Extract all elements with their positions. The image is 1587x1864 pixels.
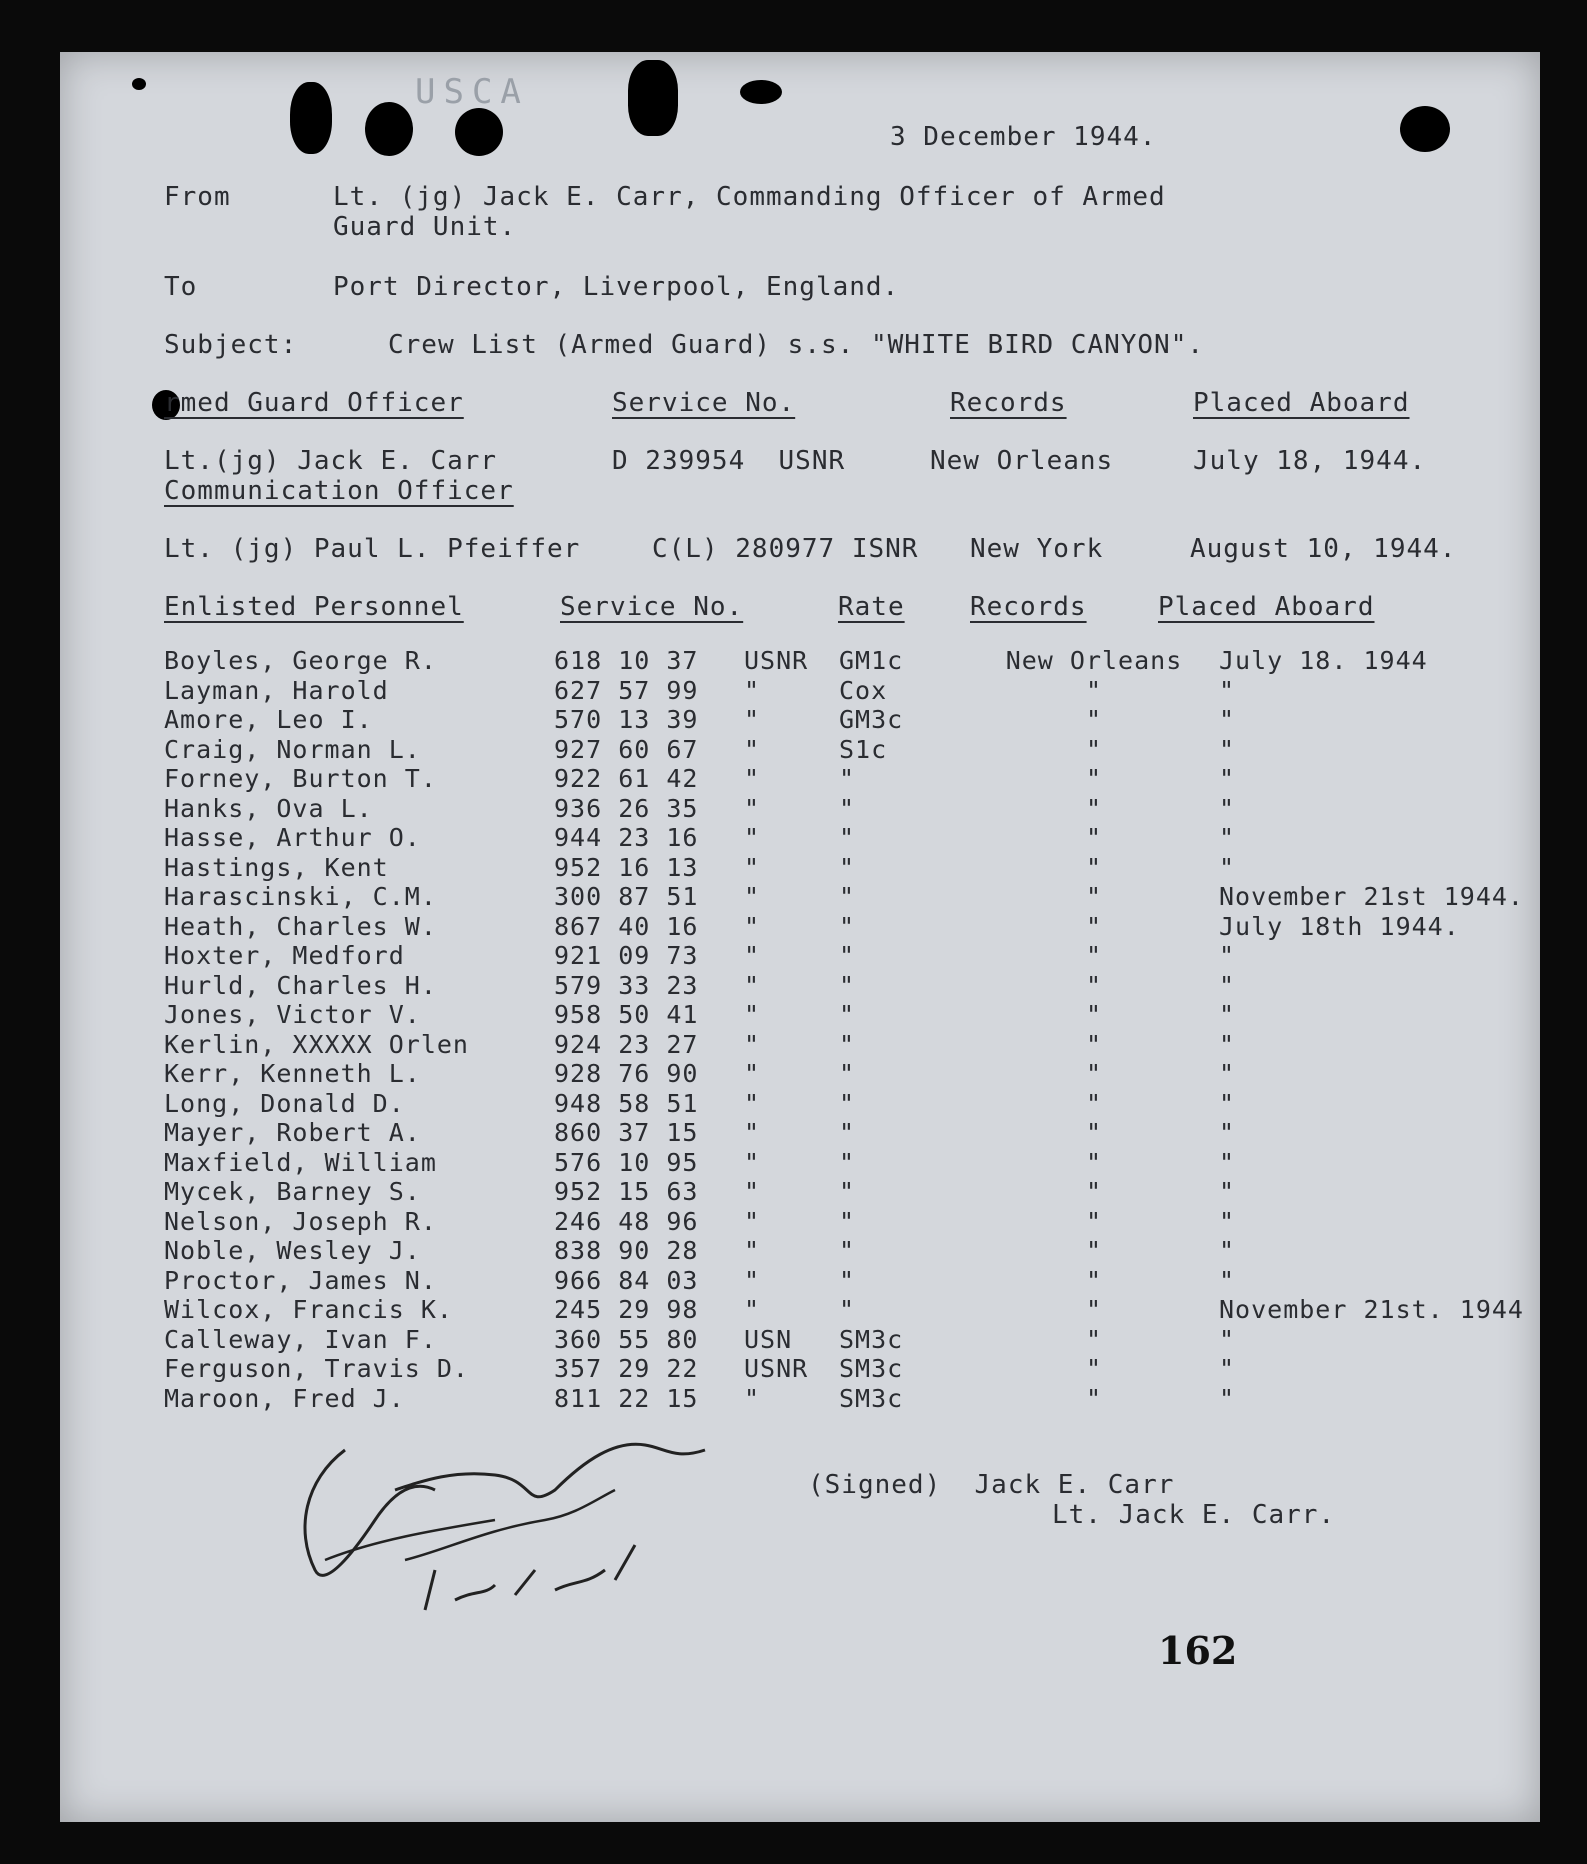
cell-placed-aboard: " — [1219, 734, 1236, 764]
cell-placed-aboard: " — [1219, 1029, 1236, 1059]
cell-records: " — [1085, 1118, 1103, 1147]
subject-value: Crew List (Armed Guard) s.s. "WHITE BIRD CANYON". — [388, 330, 1205, 360]
cell-records: " — [1085, 705, 1103, 734]
cell-branch: " — [744, 823, 761, 852]
cell-records: " — [1085, 852, 1103, 882]
cell-placed-aboard: " — [1219, 852, 1236, 882]
enlisted-col-header-name: Enlisted Personnel — [164, 592, 464, 622]
cell-name: Nelson, Joseph R. — [164, 1206, 437, 1236]
officer-1-name: Lt.(jg) Jack E. Carr — [164, 446, 498, 476]
cell-service-no: 958 50 41 — [554, 1000, 699, 1029]
cell-rate: " — [839, 793, 856, 823]
cell-branch: " — [744, 852, 761, 882]
table-row — [164, 1177, 1559, 1207]
table-row — [164, 764, 1559, 794]
cell-records: " — [1085, 734, 1103, 764]
table-row — [164, 1384, 1559, 1414]
cell-service-no: 952 16 13 — [554, 852, 699, 882]
cell-rate: " — [839, 823, 856, 852]
cell-service-no: 300 87 51 — [554, 882, 699, 911]
cell-placed-aboard: " — [1219, 764, 1236, 793]
punch-hole — [740, 80, 782, 104]
cell-name: Kerlin, XXXXX Orlen — [164, 1029, 469, 1059]
punch-hole — [365, 102, 413, 156]
signed-label: (Signed) Jack E. Carr — [808, 1470, 1175, 1500]
table-row — [164, 1295, 1559, 1325]
cell-branch: " — [744, 1088, 761, 1118]
cell-rate: " — [839, 1177, 856, 1206]
cell-placed-aboard: " — [1219, 1000, 1236, 1029]
punch-hole — [1400, 106, 1450, 152]
cell-rate: " — [839, 1206, 856, 1236]
cell-placed-aboard: " — [1219, 1147, 1236, 1177]
cell-placed-aboard: " — [1219, 941, 1236, 970]
cell-service-no: 246 48 96 — [554, 1206, 699, 1236]
table-row — [164, 1207, 1559, 1237]
cell-name: Forney, Burton T. — [164, 764, 437, 793]
letter-date: 3 December 1944. — [890, 122, 1157, 152]
cell-name: Kerr, Kenneth L. — [164, 1059, 421, 1088]
cell-records: New Orleans — [1005, 646, 1183, 675]
cell-placed-aboard: " — [1219, 1354, 1236, 1383]
punch-hole — [290, 82, 332, 154]
table-row — [164, 676, 1559, 706]
cell-name: Hastings, Kent — [164, 852, 389, 882]
table-row — [164, 794, 1559, 824]
cell-name: Hasse, Arthur O. — [164, 823, 421, 852]
officer-1-placed-aboard: July 18, 1944. — [1193, 446, 1427, 476]
cell-branch: " — [744, 970, 761, 1000]
cell-name: Harascinski, C.M. — [164, 882, 437, 911]
cell-service-no: 627 57 99 — [554, 675, 699, 705]
cell-branch: USNR — [744, 1354, 809, 1383]
table-row — [164, 1059, 1559, 1089]
cell-rate: " — [839, 1118, 856, 1147]
cell-service-no: 867 40 16 — [554, 911, 699, 941]
enlisted-col-header-records: Records — [970, 592, 1087, 622]
table-row — [164, 882, 1559, 912]
cell-branch: " — [744, 1236, 761, 1265]
table-row — [164, 823, 1559, 853]
cell-placed-aboard: " — [1219, 1206, 1236, 1236]
cell-rate: " — [839, 764, 856, 793]
cell-placed-aboard: " — [1219, 823, 1236, 852]
cell-records: " — [1085, 764, 1103, 793]
officer-col-header-service-no: Service No. — [612, 388, 796, 418]
cell-placed-aboard: " — [1219, 1177, 1236, 1206]
cell-placed-aboard: " — [1219, 1265, 1236, 1295]
cell-placed-aboard: " — [1219, 1236, 1236, 1265]
cell-records: " — [1085, 1295, 1103, 1324]
cell-service-no: 245 29 98 — [554, 1295, 699, 1324]
cell-name: Noble, Wesley J. — [164, 1236, 421, 1265]
cell-records: " — [1085, 1029, 1103, 1059]
table-row — [164, 1266, 1559, 1296]
cell-placed-aboard: " — [1219, 1118, 1236, 1147]
handwritten-inspection-signature — [285, 1420, 765, 1630]
cell-rate: SM3c — [839, 1354, 904, 1383]
cell-branch: " — [744, 1029, 761, 1059]
punch-hole — [628, 60, 678, 136]
cell-rate: " — [839, 1029, 856, 1059]
cell-service-no: 928 76 90 — [554, 1059, 699, 1088]
cell-name: Craig, Norman L. — [164, 734, 421, 764]
cell-records: " — [1085, 941, 1103, 970]
cell-branch: " — [744, 882, 761, 911]
cell-branch: " — [744, 1000, 761, 1029]
cell-service-no: 576 10 95 — [554, 1147, 699, 1177]
cell-branch: " — [744, 1265, 761, 1295]
cell-rate: SM3c — [839, 1324, 904, 1354]
cell-service-no: 860 37 15 — [554, 1118, 699, 1147]
cell-rate: SM3c — [839, 1383, 904, 1413]
cell-records: " — [1085, 675, 1103, 705]
cell-branch: " — [744, 911, 761, 941]
cell-name: Mycek, Barney S. — [164, 1177, 421, 1206]
table-row — [164, 1000, 1559, 1030]
cell-name: Proctor, James N. — [164, 1265, 437, 1295]
cell-placed-aboard: July 18. 1944 — [1219, 646, 1428, 675]
cell-records: " — [1085, 882, 1103, 911]
cell-branch: " — [744, 1147, 761, 1177]
to-value: Port Director, Liverpool, England. — [333, 272, 900, 302]
cell-branch: " — [744, 675, 761, 705]
cell-name: Hoxter, Medford — [164, 941, 405, 970]
enlisted-col-header-service-no: Service No. — [560, 592, 744, 622]
cell-name: Jones, Victor V. — [164, 1000, 421, 1029]
cell-records: " — [1085, 1147, 1103, 1177]
table-row — [164, 705, 1559, 735]
cell-branch: " — [744, 1295, 761, 1324]
cell-name: Maroon, Fred J. — [164, 1383, 405, 1413]
table-row — [164, 941, 1559, 971]
cell-placed-aboard: July 18th 1944. — [1219, 911, 1460, 941]
cell-service-no: 811 22 15 — [554, 1383, 699, 1413]
table-row — [164, 1325, 1559, 1355]
cell-branch: " — [744, 734, 761, 764]
table-row — [164, 1148, 1559, 1178]
officer-col-header-name: rmed Guard Officer — [164, 388, 464, 418]
officer-1-records: New Orleans — [930, 446, 1114, 476]
cell-rate: GM1c — [839, 646, 904, 675]
officer-2-name: Lt. (jg) Paul L. Pfeiffer — [164, 534, 581, 564]
cell-service-no: 922 61 42 — [554, 764, 699, 793]
cell-placed-aboard: " — [1219, 675, 1236, 705]
cell-name: Boyles, George R. — [164, 646, 437, 675]
cell-placed-aboard: " — [1219, 793, 1236, 823]
cell-service-no: 838 90 28 — [554, 1236, 699, 1265]
cell-branch: " — [744, 1206, 761, 1236]
cell-records: " — [1085, 1265, 1103, 1295]
cell-name: Calleway, Ivan F. — [164, 1324, 437, 1354]
cell-records: " — [1085, 1000, 1103, 1029]
cell-name: Mayer, Robert A. — [164, 1118, 421, 1147]
cell-service-no: 921 09 73 — [554, 941, 699, 970]
cell-records: " — [1085, 1059, 1103, 1088]
cell-branch: " — [744, 764, 761, 793]
cell-service-no: 360 55 80 — [554, 1324, 699, 1354]
cell-name: Hanks, Ova L. — [164, 793, 373, 823]
cell-rate: " — [839, 882, 856, 911]
cell-branch: " — [744, 1177, 761, 1206]
cell-name: Ferguson, Travis D. — [164, 1354, 469, 1383]
cell-branch: " — [744, 1118, 761, 1147]
from-value-line1: Lt. (jg) Jack E. Carr, Commanding Officer of Armed — [333, 182, 1166, 212]
stamp-mark: USCA — [415, 72, 529, 112]
cell-records: " — [1085, 793, 1103, 823]
to-label: To — [164, 272, 198, 302]
cell-records: " — [1085, 1354, 1103, 1383]
table-row — [164, 1236, 1559, 1266]
cell-placed-aboard: " — [1219, 1383, 1236, 1413]
cell-records: " — [1085, 1383, 1103, 1413]
cell-rate: " — [839, 911, 856, 941]
cell-rate: " — [839, 1088, 856, 1118]
cell-service-no: 936 26 35 — [554, 793, 699, 823]
table-row — [164, 1354, 1559, 1384]
cell-branch: " — [744, 1059, 761, 1088]
table-row — [164, 853, 1559, 883]
cell-rate: " — [839, 941, 856, 970]
cell-records: " — [1085, 1236, 1103, 1265]
cell-name: Heath, Charles W. — [164, 911, 437, 941]
cell-branch: " — [744, 1383, 761, 1413]
cell-placed-aboard: November 21st. 1944 — [1219, 1295, 1524, 1324]
cell-name: Maxfield, William — [164, 1147, 437, 1177]
cell-rate: " — [839, 1265, 856, 1295]
table-row — [164, 1030, 1559, 1060]
officer-col-header-placed-aboard: Placed Aboard — [1193, 388, 1410, 418]
cell-service-no: 944 23 16 — [554, 823, 699, 852]
cell-branch: " — [744, 941, 761, 970]
cell-rate: GM3c — [839, 705, 904, 734]
cell-service-no: 966 84 03 — [554, 1265, 699, 1295]
officer-1-title: Communication Officer — [164, 476, 514, 506]
cell-records: " — [1085, 823, 1103, 852]
cell-name: Layman, Harold — [164, 675, 389, 705]
table-row — [164, 646, 1559, 676]
cell-rate: " — [839, 1000, 856, 1029]
cell-records: " — [1085, 911, 1103, 941]
punch-hole — [455, 108, 503, 156]
table-row — [164, 1118, 1559, 1148]
cell-service-no: 357 29 22 — [554, 1354, 699, 1383]
cell-rate: Cox — [839, 675, 888, 705]
cell-name: Long, Donald D. — [164, 1088, 405, 1118]
cell-placed-aboard: " — [1219, 705, 1236, 734]
subject-label: Subject: — [164, 330, 298, 360]
cell-service-no: 952 15 63 — [554, 1177, 699, 1206]
cell-records: " — [1085, 1177, 1103, 1206]
page-number: 162 — [1158, 1628, 1238, 1673]
cell-records: " — [1085, 1088, 1103, 1118]
from-label: From — [164, 182, 231, 212]
cell-service-no: 948 58 51 — [554, 1088, 699, 1118]
enlisted-col-header-placed-aboard: Placed Aboard — [1158, 592, 1375, 622]
cell-placed-aboard: November 21st 1944. — [1219, 882, 1524, 911]
cell-placed-aboard: " — [1219, 1059, 1236, 1088]
table-row — [164, 912, 1559, 942]
cell-service-no: 924 23 27 — [554, 1029, 699, 1059]
cell-records: " — [1085, 1324, 1103, 1354]
enlisted-table — [164, 646, 1559, 1413]
table-row — [164, 735, 1559, 765]
cell-rate: " — [839, 1059, 856, 1088]
cell-service-no: 618 10 37 — [554, 646, 699, 675]
officer-2-records: New York — [970, 534, 1104, 564]
cell-rate: " — [839, 1147, 856, 1177]
officer-2-placed-aboard: August 10, 1944. — [1190, 534, 1457, 564]
officer-2-service-no: C(L) 280977 ISNR — [652, 534, 919, 564]
cell-branch: " — [744, 705, 761, 734]
cell-service-no: 570 13 39 — [554, 705, 699, 734]
table-row — [164, 971, 1559, 1001]
cell-name: Amore, Leo I. — [164, 705, 373, 734]
cell-name: Wilcox, Francis K. — [164, 1295, 453, 1324]
cell-records: " — [1085, 970, 1103, 1000]
cell-placed-aboard: " — [1219, 1324, 1236, 1354]
signer-name: Lt. Jack E. Carr. — [1052, 1500, 1336, 1530]
cell-rate: S1c — [839, 734, 888, 764]
cell-branch: USNR — [744, 646, 809, 675]
cell-name: Hurld, Charles H. — [164, 970, 437, 1000]
cell-placed-aboard: " — [1219, 970, 1236, 1000]
officer-col-header-records: Records — [950, 388, 1067, 418]
cell-service-no: 579 33 23 — [554, 970, 699, 1000]
cell-rate: " — [839, 1236, 856, 1265]
enlisted-col-header-rate: Rate — [838, 592, 905, 622]
cell-service-no: 927 60 67 — [554, 734, 699, 764]
cell-rate: " — [839, 1295, 856, 1324]
cell-branch: " — [744, 793, 761, 823]
cell-branch: USN — [744, 1324, 793, 1354]
cell-rate: " — [839, 852, 856, 882]
table-row — [164, 1089, 1559, 1119]
cell-records: " — [1085, 1206, 1103, 1236]
officer-1-service-no: D 239954 USNR — [612, 446, 846, 476]
cell-rate: " — [839, 970, 856, 1000]
from-value-line2: Guard Unit. — [333, 212, 517, 242]
cell-placed-aboard: " — [1219, 1088, 1236, 1118]
punch-hole — [132, 78, 146, 90]
